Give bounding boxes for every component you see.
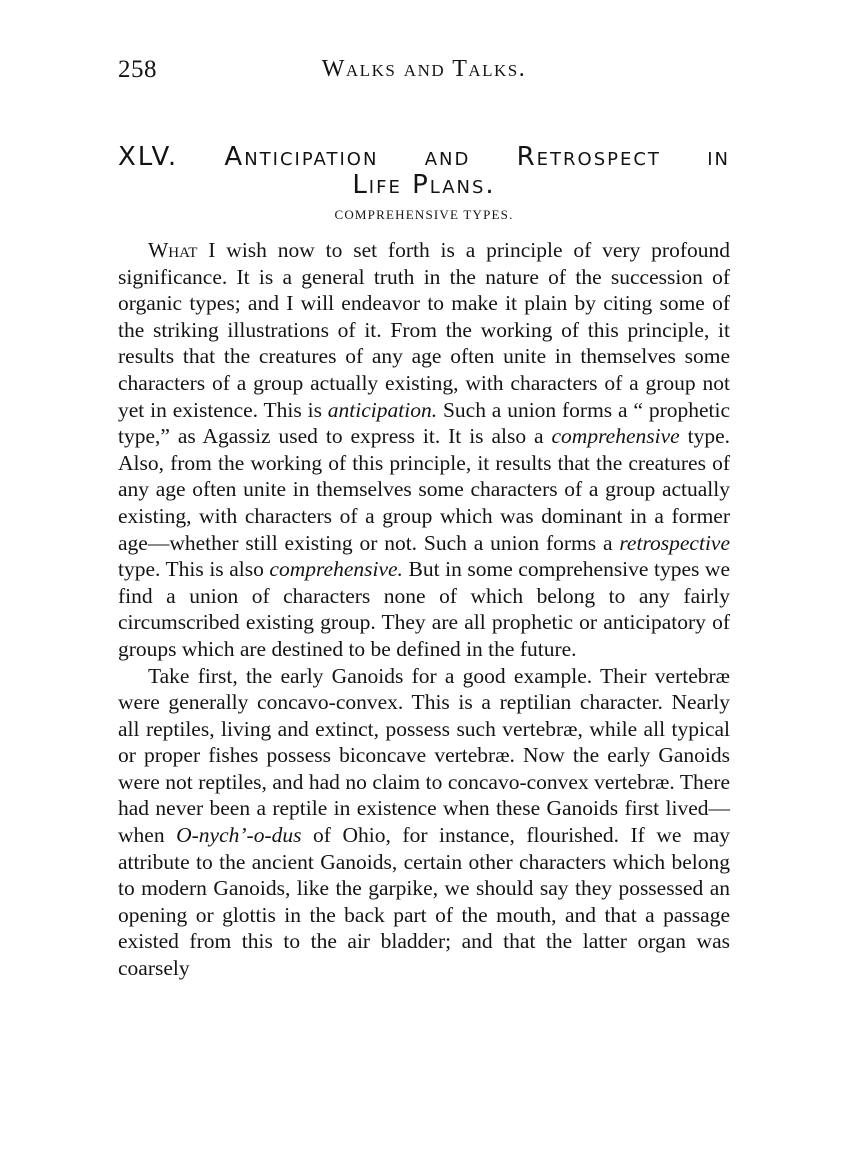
paragraph-run-italic: O-nych’-o-dus [176, 823, 302, 848]
paragraph-run: Take first, the early Ganoids for a good example. Their vertebræ were generally concavo-convex. This is a reptilian character. Nearly all reptiles, living and extinct, possess such vertebræ, while all typical or proper fishes possess biconcave vertebræ. Now the early Ganoids were not reptiles, and had no claim to concavo-convex vertebræ. There had never been a reptile in existence when these Ganoids first lived—when [118, 663, 730, 848]
chapter-title-line-1: XLV. Anticipation and Retrospect in [118, 142, 730, 172]
section-subheading: COMPREHENSIVE TYPES. [334, 207, 514, 222]
page-number: 258 [118, 56, 157, 83]
paragraph-run-italic: retrospective [619, 530, 730, 555]
paragraph-run: type. Also, from the working of this principle, it results that the creatures of any age often unite in themselves some characters of a group actually existing, with characters of a group which was dominant in a former age—whether still existing or not. Such a union forms a [118, 424, 730, 555]
paragraph-run-italic: comprehensive [551, 424, 680, 449]
running-title: Walks and Talks. [321, 56, 527, 82]
paragraph-run: of Ohio, for instance, flourished. If we may attribute to the ancient Ganoids, certain other characters which belong to modern Ganoids, like the garpike, we should say they possessed an opening or glottis in the back part of the mouth, and that a passage existed from this to the air bladder; and that the latter organ was coarsely [118, 823, 730, 981]
paragraph-run: Such a union forms a “ prophetic type,” as Agassiz used to express it. It is also a [118, 397, 731, 449]
paragraph-2 [118, 663, 730, 982]
body-text [118, 237, 730, 982]
paragraph-run-italic: comprehensive. [269, 557, 403, 582]
running-head [118, 56, 730, 90]
paragraph-run: I wish now to set forth is a principle of very profound significance. It is a general truth in the nature of the succession of organic types; and I will endeavor to make it plain by citing some of the striking illustrations of it. From the working of this principle, it results that the creatures of any age often unite in themselves some characters of a group actually existing, with characters of a group not yet in existence. This is [118, 238, 730, 422]
paragraph-run-italic: anticipation. [327, 397, 438, 422]
chapter-title-line-2: Life Plans. [352, 170, 496, 200]
paragraph-run: But in some comprehensive types we find a union of characters none of which belong to any fairly circumscribed existing group. They are all prophetic or anticipatory of groups which are destined to be defined in the future. [118, 557, 730, 661]
chapter-heading [118, 143, 730, 199]
paragraph-run: type. This is also [118, 557, 270, 582]
paragraph-run: What [148, 238, 198, 262]
paragraph-1 [118, 237, 730, 663]
